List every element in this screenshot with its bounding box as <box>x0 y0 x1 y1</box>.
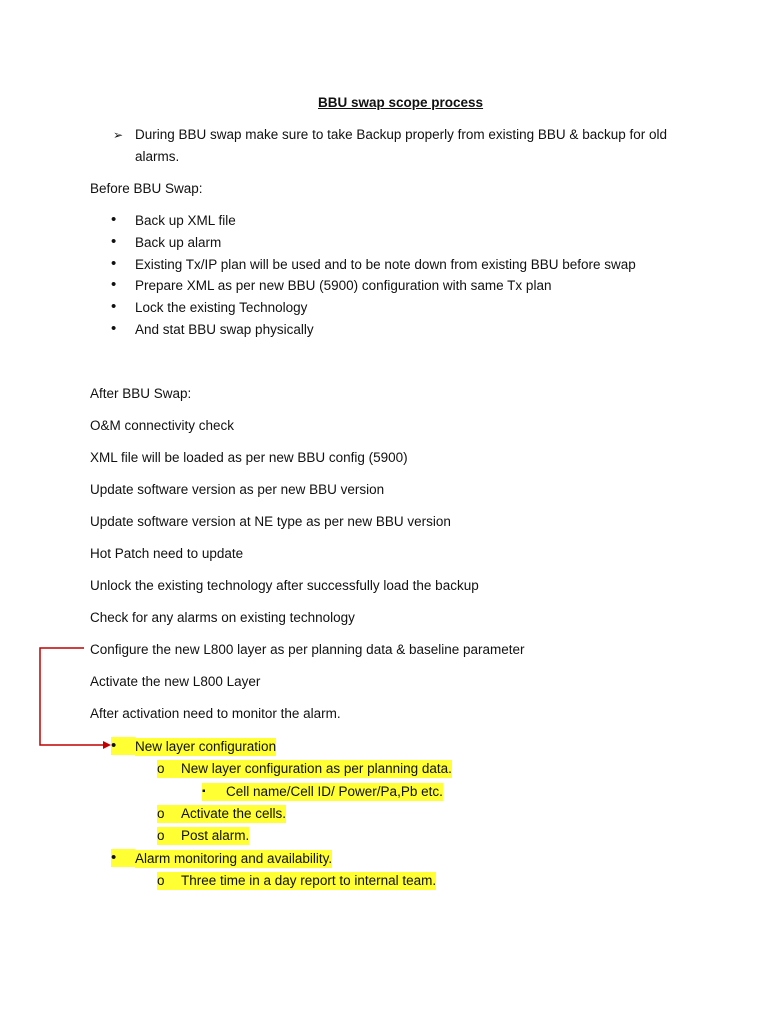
after-heading: After BBU Swap: <box>90 386 192 401</box>
bullet-icon: • <box>111 255 117 272</box>
intro-line-2: alarms. <box>135 149 180 164</box>
before-item: Back up XML file <box>135 213 236 228</box>
square-bullet-icon: ▪ <box>202 783 226 801</box>
before-item: And stat BBU swap physically <box>135 322 314 337</box>
bullet-icon: • <box>111 233 117 250</box>
after-step: Configure the new L800 layer as per planning data & baseline parameter <box>90 642 525 657</box>
after-step: XML file will be loaded as per new BBU config (5900) <box>90 450 408 465</box>
after-step: After activation need to monitor the alarm. <box>90 706 341 721</box>
bullet-icon: • <box>111 298 117 315</box>
sub-bullet-icon: o <box>157 760 181 778</box>
after-step: Unlock the existing technology after successfully load the backup <box>90 578 479 593</box>
sub-bullet-icon: o <box>157 872 181 890</box>
before-item: Existing Tx/IP plan will be used and to be note down from existing BBU before swap <box>135 257 636 272</box>
highlight-item-level-1: Alarm monitoring and availability. <box>135 851 333 866</box>
bullet-icon: • <box>111 320 117 337</box>
after-step: Update software version at NE type as per new BBU version <box>90 514 451 529</box>
highlight-item-level-2: New layer configuration as per planning data. <box>181 761 452 776</box>
after-step: Update software version as per new BBU version <box>90 482 385 497</box>
before-item: Lock the existing Technology <box>135 300 308 315</box>
after-step: Hot Patch need to update <box>90 546 244 561</box>
document-title: BBU swap scope process <box>318 95 484 110</box>
after-step: O&M connectivity check <box>90 418 235 433</box>
intro-line-1: During BBU swap make sure to take Backup properly from existing BBU & backup for old <box>135 127 667 142</box>
bullet-icon: • <box>111 211 117 228</box>
highlight-item-level-3: Cell name/Cell ID/ Power/Pa,Pb etc. <box>226 784 443 799</box>
highlight-item-level-1: New layer configuration <box>135 739 277 754</box>
before-item: Prepare XML as per new BBU (5900) configuration with same Tx plan <box>135 278 552 293</box>
after-step: Check for any alarms on existing technology <box>90 610 355 625</box>
highlight-item-level-2: Three time in a day report to internal team. <box>181 873 437 888</box>
bullet-icon: • <box>111 737 135 755</box>
sub-bullet-icon: o <box>157 827 181 845</box>
after-step: Activate the new L800 Layer <box>90 674 261 689</box>
highlight-item-level-2: Post alarm. <box>181 828 250 843</box>
arrow-bullet-icon: ➢ <box>113 128 124 142</box>
bullet-icon: • <box>111 276 117 293</box>
sub-bullet-icon: o <box>157 805 181 823</box>
before-item: Back up alarm <box>135 235 222 250</box>
before-heading: Before BBU Swap: <box>90 181 203 196</box>
highlight-item-level-2: Activate the cells. <box>181 806 287 821</box>
bullet-icon: • <box>111 849 135 867</box>
